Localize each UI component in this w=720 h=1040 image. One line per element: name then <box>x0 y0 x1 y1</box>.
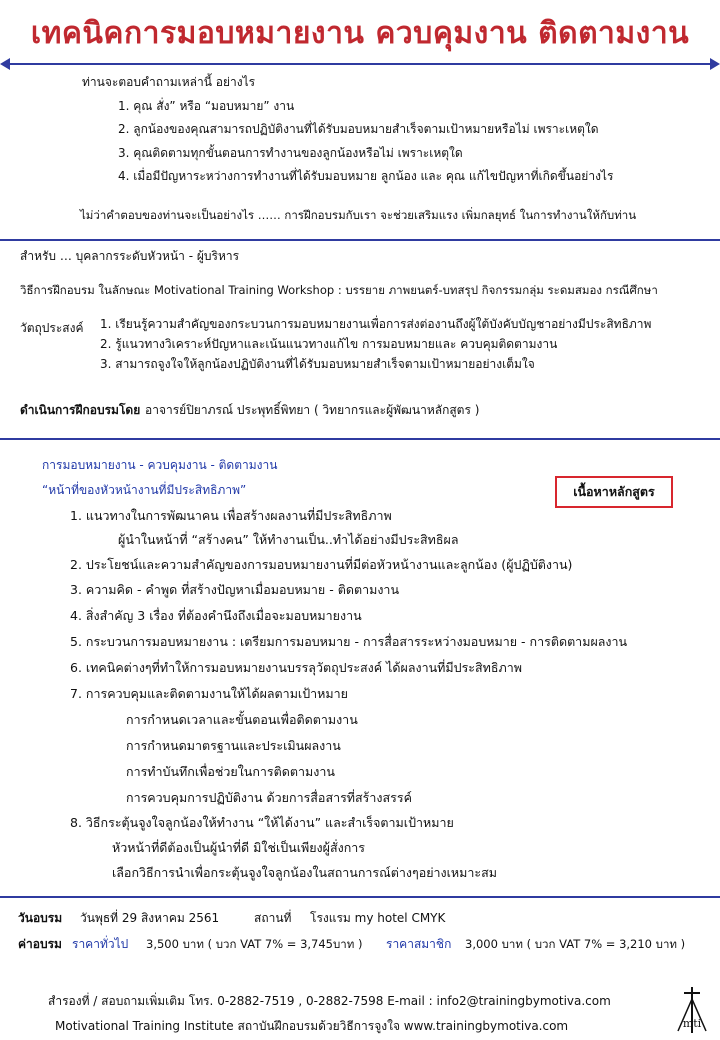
objective-item: 2. รู้แนวทางวิเคราะห์ปัญหาและเน้นแนวทางแก้ไข การมอบหมายและ ควบคุมติดตามงาน <box>100 337 558 351</box>
course-line: 2. ประโยชน์และความสำคัญของการมอบหมายงานที่มีต่อหัวหน้างานและลูกน้อง (ผู้ปฏิบัติงาน) <box>70 557 573 572</box>
intro-item: 2. ลูกน้องของคุณสามารถปฏิบัติงานที่ได้รับมอบหมายสำเร็จตามเป้าหมายหรือไม่ เพราะเหตุใด <box>118 122 599 136</box>
trainer-label: ดำเนินการฝึกอบรมโดย <box>20 403 141 417</box>
venue-label: สถานที่ <box>254 911 292 925</box>
svg-text:mti: mti <box>682 1017 702 1030</box>
section-divider <box>0 239 720 241</box>
fee-label: ค่าอบรม <box>18 937 62 951</box>
course-line: 8. วิธีกระตุ้นจูงใจลูกน้องให้ทำงาน “ให้ได้งาน” และสำเร็จตามเป้าหมาย <box>70 815 454 830</box>
intro-item: 1. คุณ สั่ง” หรือ “มอบหมาย” งาน <box>118 99 295 113</box>
course-line: 4. สิ่งสำคัญ 3 เรื่อง ที่ต้องคำนึงถึงเมื่อจะมอบหมายงาน <box>70 608 362 623</box>
course-line: การควบคุมการปฏิบัติงาน ด้วยการสื่อสารที่สร้างสรรค์ <box>126 790 412 805</box>
course-line: การทำบันทึกเพื่อช่วยในการติดตามงาน <box>126 764 335 779</box>
intro-closing: ไม่ว่าคำตอบของท่านจะเป็นอย่างไร …… การฝึกอบรมกับเรา จะช่วยเสริมแรง เพิ่มกลยุทธ์ ในการทำงานให้กับท่าน <box>80 208 637 222</box>
course-line: หัวหน้าที่ดีต้องเป็นผู้นำที่ดี มิใช่เป็นเพียงผู้สั่งการ <box>112 840 365 855</box>
course-line: การกำหนดเวลาและขั้นตอนเพื่อติดตามงาน <box>126 712 358 727</box>
course-heading: การมอบหมายงาน - ควบคุมงาน - ติดตามงาน <box>42 458 278 472</box>
title-rule <box>8 63 712 65</box>
course-line: 6. เทคนิคต่างๆที่ทำให้การมอบหมายงานบรรลุวัตถุประสงค์ ได้ผลงานที่มีประสิทธิภาพ <box>70 660 523 675</box>
intro-item: 4. เมื่อมีปัญหาระหว่างการทำงานที่ได้รับมอบหมาย ลูกน้อง และ คุณ แก้ไขปัญหาที่เกิดขึ้นอย่างไร <box>118 169 614 183</box>
course-line: การกำหนดมาตรฐานและประเมินผลงาน <box>126 738 341 753</box>
general-price-label: ราคาทั่วไป <box>72 937 129 951</box>
mti-logo <box>670 985 714 1035</box>
date-label: วันอบรม <box>18 911 63 925</box>
course-subheading: “หน้าที่ของหัวหน้างานที่มีประสิทธิภาพ” <box>42 483 247 497</box>
member-price: 3,000 บาท ( บวก VAT 7% = 3,210 บาท ) <box>465 937 686 951</box>
section-divider <box>0 896 720 898</box>
section-divider <box>0 438 720 440</box>
general-price: 3,500 บาท ( บวก VAT 7% = 3,745บาท ) <box>146 937 363 951</box>
course-line: 5. กระบวนการมอบหมายงาน : เตรียมการมอบหมาย - การสื่อสารระหว่างมอบหมาย - การติดตามผลงาน <box>70 634 628 649</box>
date-value: วันพุธที่ 29 สิงหาคม 2561 <box>80 911 220 925</box>
venue-value: โรงแรม my hotel CMYK <box>310 911 446 925</box>
objective-label: วัตถุประสงค์ <box>20 321 84 335</box>
intro-item: 3. คุณติดตามทุกขั้นตอนการทำงานของลูกน้องหรือไม่ เพราะเหตุใด <box>118 146 463 160</box>
course-line: ผู้นำในหน้าที่ “สร้างคน” ให้ทำงานเป็น..ทำได้อย่างมีประสิทธิผล <box>118 532 459 547</box>
objective-item: 3. สามารถจูงใจให้ลูกน้องปฏิบัติงานที่ได้รับมอบหมายสำเร็จตามเป้าหมายอย่างเต็มใจ <box>100 357 535 371</box>
course-line: 3. ความคิด - คำพูด ที่สร้างปัญหาเมื่อมอบหมาย - ติดตามงาน <box>70 582 399 597</box>
course-line: เลือกวิธีการนำเพื่อกระตุ้นจูงใจลูกน้องในสถานการณ์ต่างๆอย่างเหมาะสม <box>112 865 498 880</box>
arrow-right-icon <box>710 58 720 70</box>
institute-line: Motivational Training Institute สถาบันฝึกอบรมด้วยวิธีการจูงใจ www.trainingbymotiva.com <box>55 1019 569 1033</box>
trainer-name: อาจารย์ปิยาภรณ์ ประพุทธิ์พิทยา ( วิทยากรและผู้พัฒนาหลักสูตร ) <box>145 403 480 417</box>
member-price-label: ราคาสมาชิก <box>386 937 452 951</box>
objective-item: 1. เรียนรู้ความสำคัญของกระบวนการมอบหมายงานเพื่อการส่งต่องานถึงผู้ใต้บังคับบัญชาอย่างมีประสิทธิภาพ <box>100 317 652 331</box>
audience-text: สำหรับ … บุคลากรระดับหัวหน้า - ผู้บริหาร <box>20 249 240 263</box>
course-line: 7. การควบคุมและติดตามงานให้ได้ผลตามเป้าหมาย <box>70 686 348 701</box>
contact-line: สำรองที่ / สอบถามเพิ่มเติม โทร. 0-2882-7519 , 0-2882-7598 E-mail : info2@trainingbymotiva.com <box>48 994 611 1008</box>
content-badge: เนื้อหาหลักสูตร <box>555 476 673 508</box>
method-text: วิธีการฝึกอบรม ในลักษณะ Motivational Training Workshop : บรรยาย ภาพยนตร์-บทสรุป กิจกรรมกลุ่ม ระดมสมอง กรณีศึกษา <box>20 283 658 297</box>
course-line: 1. แนวทางในการพัฒนาคน เพื่อสร้างผลงานที่มีประสิทธิภาพ <box>70 508 392 523</box>
page-title: เทคนิคการมอบหมายงาน ควบคุมงาน ติดตามงาน <box>30 16 690 51</box>
intro-question: ท่านจะตอบคำถามเหล่านี้ อย่างไร <box>82 75 256 89</box>
